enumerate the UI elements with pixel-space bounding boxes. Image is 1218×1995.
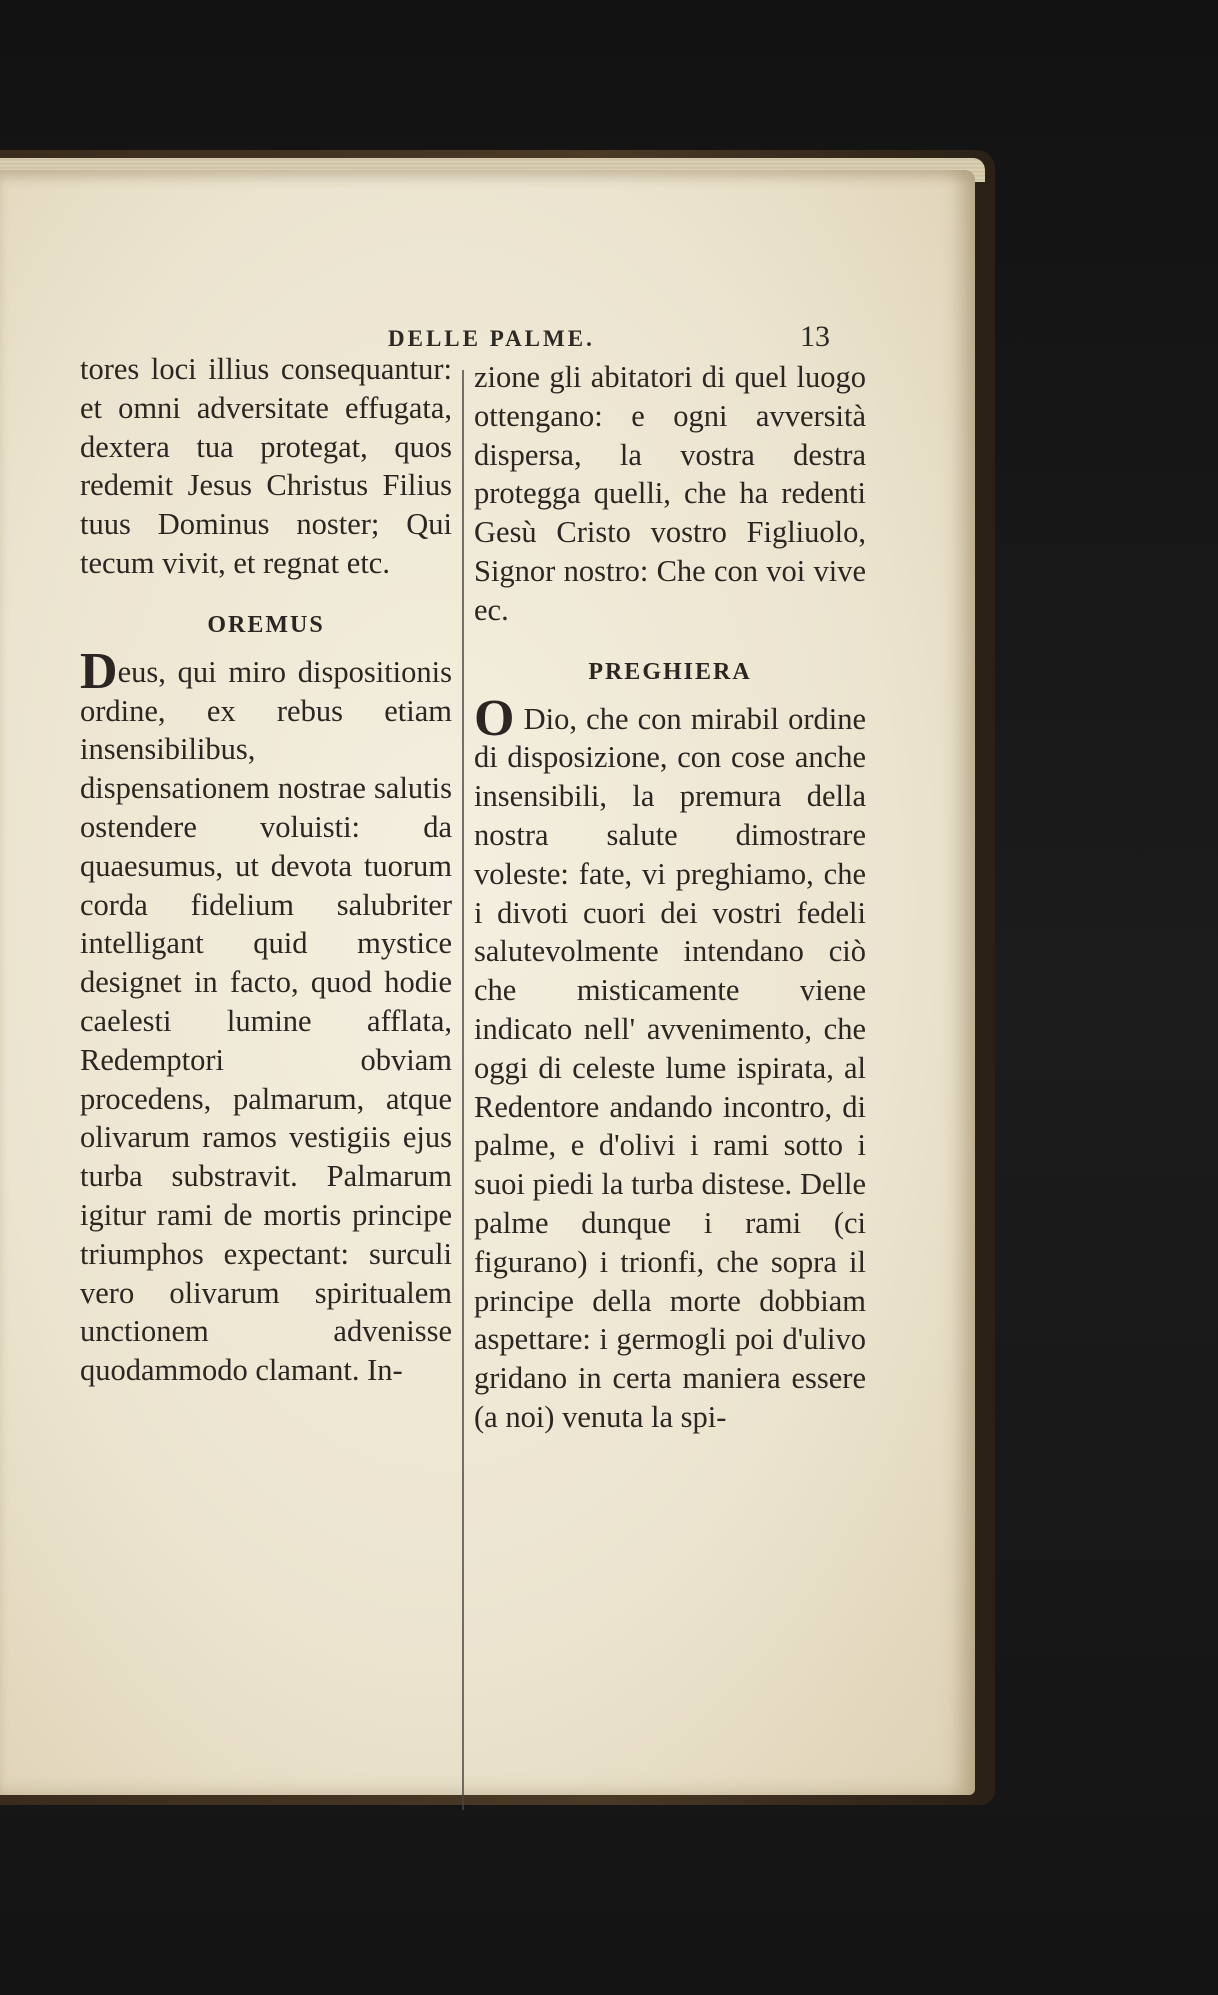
- latin-continuation: tores loci illius consequantur: et omni adversitate effugata, dextera tua protegat, quos redemit Jesus Christus Filius tuus Dominus noster; Qui tecum vivit, et regnat etc.: [80, 352, 452, 580]
- running-head: DELLE PALME.: [388, 326, 595, 351]
- column-divider: [462, 370, 464, 1810]
- latin-column: [80, 350, 452, 1390]
- italian-continuation: zione gli abitatori di quel luogo ottengano: e ogni avversità dispersa, la vostra destra protegga quelli, che ha redenti Gesù Cristo vostro Figliuolo, Signor nostro: Che con voi vive ec.: [474, 360, 866, 627]
- italian-column: [474, 358, 866, 1437]
- book-page: [0, 170, 975, 1795]
- latin-prayer-text: eus, qui miro dispositionis ordine, ex rebus etiam insensibilibus, dispensationem nostrae salutis ostendere voluisti: da quaesumus, ut devota tuorum corda fidelium salubriter intelligant quid mystice designet in facto, quod hodie caelesti lumine afflata, Redemptori obviam procedens, palmarum, atque olivarum ramos vestigiis ejus turba substravit. Palmarum igitur rami de mortis principe triumphos expectant: surculi vero olivarum spiritualem unctionem advenisse quodammodo clamant. In-: [80, 654, 452, 1388]
- italian-dropcap: O: [474, 689, 515, 747]
- italian-prayer-text: Dio, che con mirabil ordine di disposizione, con cose anche insensibili, la premura della nostra salute dimostrare voleste: fate, vi preghiamo, che i divoti cuori dei vostri fedeli salutevolmente intendano ciò che misticamente viene indicato nell' avvenimento, che oggi di celeste lume ispirata, al Redentore andando incontro, di palme, e d'olivi i rami sotto i suoi piedi la turba distese. Delle palme dunque i rami (ci figurano) i trionfi, che sopra il principe della morte dobbiam aspettare: i germogli poi d'ulivo gridano in certa maniera essere (a noi) venuta la spi-: [474, 701, 867, 1434]
- italian-heading: PREGHIERA: [588, 658, 752, 685]
- latin-heading: OREMUS: [207, 611, 325, 638]
- page-number: 13: [800, 320, 830, 353]
- italian-prayer: [474, 689, 867, 1437]
- latin-prayer: [80, 642, 452, 1390]
- latin-dropcap: D: [80, 642, 118, 700]
